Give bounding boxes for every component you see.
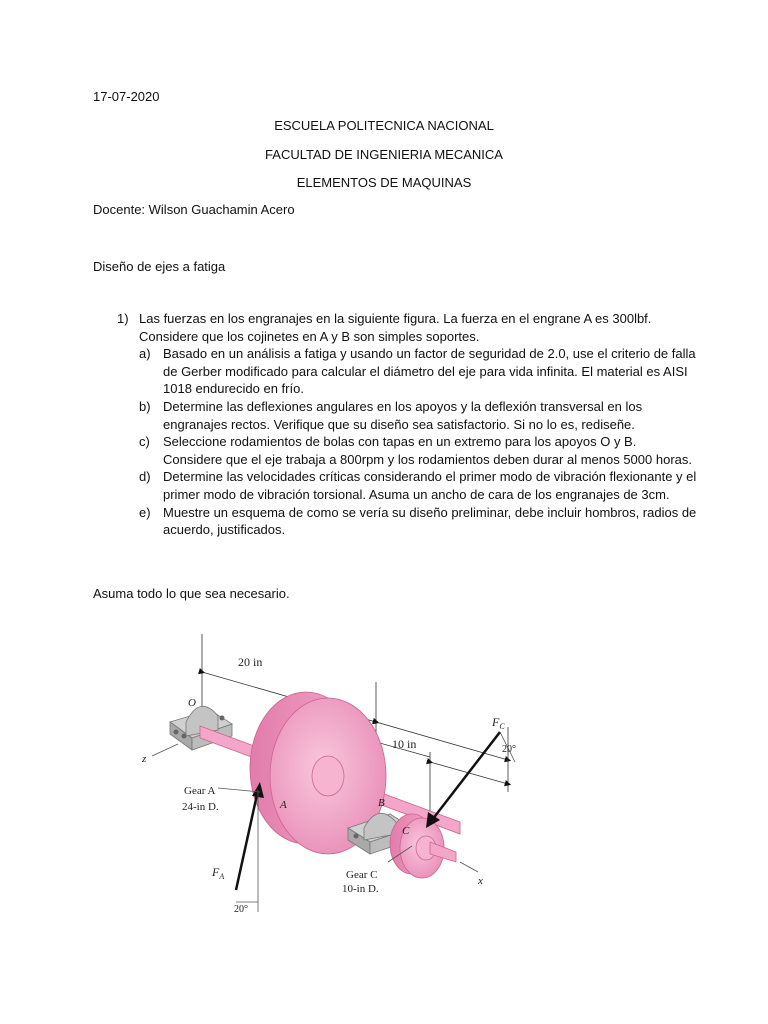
label-c: C: [402, 825, 410, 837]
institution-title: ESCUELA POLITECNICA NACIONAL: [274, 118, 494, 133]
date: 17-07-2020: [93, 89, 160, 104]
topic-heading: Diseño de ejes a fatiga: [93, 259, 226, 274]
angle-bottom-label: 20°: [234, 904, 248, 915]
label-o: O: [188, 697, 196, 709]
faculty-title: FACULTAD DE INGENIERIA MECANICA: [265, 147, 503, 162]
axis-x-label: x: [478, 875, 483, 887]
question-item: b) Determine las deflexiones angulares en los apoyos y la deflexión transversal en los engranajes rectos. Verifique que su diseño sea satisfactorio. Si no lo es, rediseñe.: [139, 398, 643, 432]
question-number: 1): [117, 311, 129, 326]
gear-c-diameter: 10-in D.: [342, 883, 379, 895]
question-item: e) Muestre un esquema de como se vería su diseño preliminar, debe incluir hombros, radios de acuerdo, justificados.: [139, 504, 697, 538]
teacher-line: Docente: Wilson Guachamin Acero: [93, 202, 295, 217]
gear-a-name: Gear A: [184, 785, 216, 797]
question-block: [117, 310, 697, 539]
force-fc-label: $F_C$: [492, 715, 505, 731]
dim-10-label: 10 in: [392, 737, 417, 751]
question-text: Las fuerzas en los engranajes en la siguiente figura. La fuerza en el engrane A es 300lbf. Considere que los cojinetes en A y B son simples soportes.: [139, 311, 652, 344]
label-a: A: [280, 799, 287, 811]
gear-a-diameter: 24-in D.: [182, 801, 219, 813]
gear-c-name: Gear C: [346, 869, 378, 881]
course-title: ELEMENTOS DE MAQUINAS: [296, 175, 472, 190]
axis-z-label: z: [142, 753, 147, 765]
label-b: B: [378, 797, 385, 809]
question-item: a) Basado en un análisis a fatiga y usando un factor de seguridad de 2.0, use el criterio de falla de Gerber modificado para calcular el diámetro del eje para vida infinita. El material es AISI 1018 endurecido en frío.: [139, 346, 696, 397]
angle-top-label: 20°: [502, 744, 516, 755]
question-items: [139, 345, 697, 539]
shaft-figure: [130, 622, 550, 922]
assumption-note: Asuma todo lo que sea necesario.: [93, 586, 290, 601]
dim-20-label: 20 in: [238, 655, 263, 669]
force-fa-label: $F_A$: [212, 865, 225, 881]
question-item: c) Seleccione rodamientos de bolas con tapas en un extremo para los apoyos O y B. Considere que el eje trabaja a 800rpm y los rodamientos deben durar al menos 5000 horas.: [139, 434, 692, 467]
question-item: d) Determine las velocidades críticas considerando el primer modo de vibración flexionante y el primer modo de vibración torsional. Asuma un ancho de cara de los engranajes de 3cm.: [139, 469, 697, 502]
